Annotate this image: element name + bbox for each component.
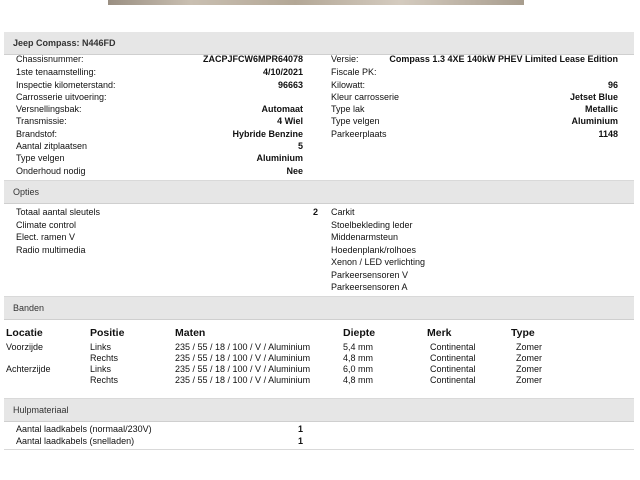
spec-row [0, 79, 640, 91]
spec-label: Aantal zitplaatsen [16, 141, 88, 151]
cell-diepte: 4,8 mm [343, 375, 374, 385]
spec-row [0, 152, 640, 164]
column-header-merk: Merk [427, 327, 452, 339]
cell-maten: 235 / 55 / 18 / 100 / V / Aluminium [175, 375, 311, 385]
spec-label: Inspectie kilometerstand: [16, 80, 116, 90]
column-header-diepte: Diepte [343, 327, 376, 339]
cell-merk: Continental [430, 342, 476, 352]
spec-value: 96 [607, 80, 618, 90]
spec-value: 4/10/2021 [262, 67, 303, 77]
spec-label: Fiscale PK: [331, 67, 377, 77]
spec-row [0, 91, 640, 103]
column-header-type: Type [511, 327, 535, 339]
hulpmateriaal-header [4, 399, 634, 422]
spec-value: 4 Wiel [277, 116, 303, 126]
item-value: 1 [298, 424, 304, 434]
spec-row [0, 66, 640, 78]
cell-diepte: 6,0 mm [343, 364, 374, 374]
spec-value: Nee [286, 166, 303, 176]
cell-locatie: Achterzijde [6, 364, 51, 374]
spec-value: Aluminium [571, 116, 618, 126]
spec-label: Parkeerplaats [331, 129, 387, 139]
option-label: Totaal aantal sleutels [16, 207, 101, 217]
cell-locatie: Voorzijde [6, 342, 44, 352]
spec-value: Aluminium [256, 153, 303, 163]
option-row [0, 256, 640, 268]
item-value: 1 [298, 436, 304, 446]
spec-label: Type velgen [331, 116, 380, 126]
vehicle-photo [108, 0, 524, 5]
spec-label: Onderhoud nodig [16, 166, 86, 176]
vehicle-title: Jeep Compass: N446FD [13, 38, 116, 48]
cell-merk: Continental [430, 364, 476, 374]
list-item [0, 423, 640, 435]
option-row [0, 281, 640, 293]
item-label: Aantal laadkabels (snelladen) [16, 436, 135, 446]
option-label: Radio multimedia [16, 245, 86, 255]
option-row [0, 244, 640, 256]
item-label: Aantal laadkabels (normaal/230V) [16, 424, 152, 434]
column-header-maten: Maten [175, 327, 206, 339]
spec-value: ZACPJFCW6MPR64078 [202, 54, 303, 64]
cell-positie: Rechts [90, 353, 119, 363]
spec-label: Type velgen [16, 153, 65, 163]
opties-title: Opties [13, 187, 40, 197]
spec-row [0, 103, 640, 115]
opties-header [4, 181, 634, 204]
cell-maten: 235 / 55 / 18 / 100 / V / Aluminium [175, 342, 311, 352]
option-label: Parkeersensoren A [331, 282, 408, 292]
cell-positie: Links [90, 364, 112, 374]
spec-label: Kilowatt: [331, 80, 366, 90]
banden-header [4, 297, 634, 320]
vehicle-header-bar [4, 32, 634, 55]
option-value: 2 [313, 207, 319, 217]
cell-type: Zomer [516, 375, 543, 385]
option-label: Hoedenplank/rolhoes [331, 245, 417, 255]
option-row [0, 219, 640, 231]
spec-value: 1148 [598, 129, 618, 139]
spec-value: Automaat [261, 104, 303, 114]
cell-type: Zomer [516, 353, 543, 363]
spec-label: Type lak [331, 104, 365, 114]
spec-label: Versie: [331, 54, 359, 64]
spec-label: Kleur carrosserie [331, 92, 400, 102]
cell-maten: 235 / 55 / 18 / 100 / V / Aluminium [175, 353, 311, 363]
column-header-positie: Positie [90, 327, 125, 339]
cell-diepte: 5,4 mm [343, 342, 374, 352]
spec-label: Versnellingsbak: [16, 104, 82, 114]
cell-merk: Continental [430, 375, 476, 385]
cell-type: Zomer [516, 364, 543, 374]
spec-row [0, 128, 640, 140]
spec-value: 5 [297, 141, 303, 151]
spec-value: Hybride Benzine [232, 129, 303, 139]
option-label: Middenarmsteun [331, 232, 399, 242]
option-row [0, 206, 640, 218]
option-label: Elect. ramen V [16, 232, 76, 242]
spec-label: Chassisnummer: [16, 54, 84, 64]
spec-label: Transmissie: [16, 116, 67, 126]
hulpmateriaal-title: Hulpmateriaal [13, 405, 69, 415]
cell-merk: Continental [430, 353, 476, 363]
cell-maten: 235 / 55 / 18 / 100 / V / Aluminium [175, 364, 311, 374]
spec-label: Brandstof: [16, 129, 58, 139]
option-label: Climate control [16, 220, 77, 230]
option-label: Stoelbekleding leder [331, 220, 413, 230]
spec-value: Metallic [584, 104, 618, 114]
spec-value: Jetset Blue [569, 92, 618, 102]
banden-title: Banden [13, 303, 45, 313]
spec-row [0, 165, 640, 177]
cell-positie: Rechts [90, 375, 119, 385]
spec-value: Compass 1.3 4XE 140kW PHEV Limited Lease Edition [389, 54, 618, 64]
spec-row [0, 115, 640, 127]
column-header-locatie: Locatie [6, 327, 43, 339]
cell-diepte: 4,8 mm [343, 353, 374, 363]
cell-positie: Links [90, 342, 112, 352]
spec-row [0, 53, 640, 65]
divider [4, 449, 634, 450]
list-item [0, 435, 640, 447]
option-label: Xenon / LED verlichting [331, 257, 426, 267]
spec-value: 96663 [277, 80, 303, 90]
cell-type: Zomer [516, 342, 543, 352]
option-label: Parkeersensoren V [331, 270, 409, 280]
spec-row [0, 140, 640, 152]
option-row [0, 269, 640, 281]
spec-label: Carrosserie uitvoering: [16, 92, 107, 102]
option-label: Carkit [331, 207, 355, 217]
spec-label: 1ste tenaamstelling: [16, 67, 97, 77]
option-row [0, 231, 640, 243]
